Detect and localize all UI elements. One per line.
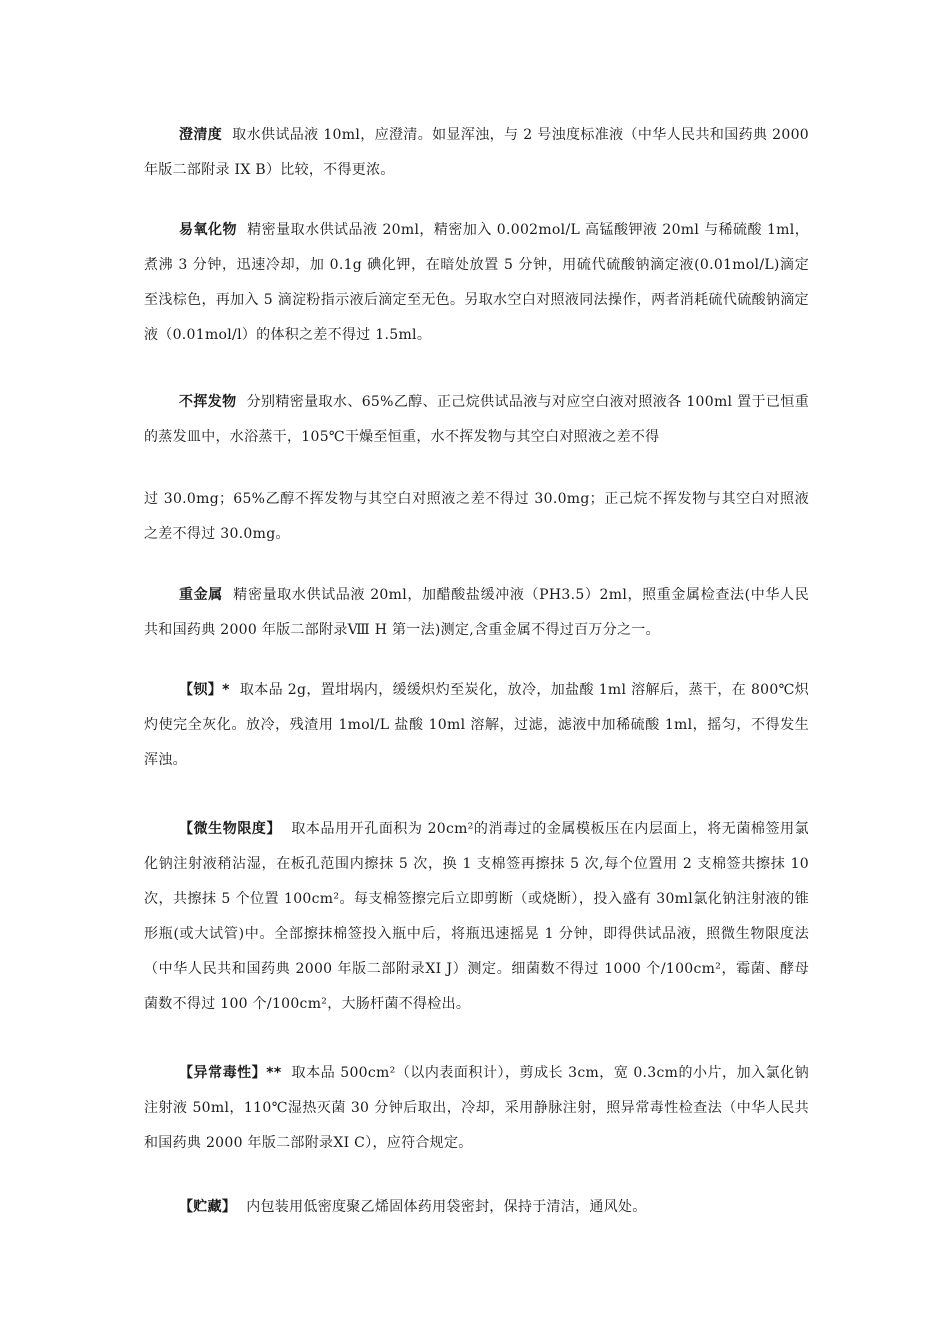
section-microbial-limit [144, 812, 809, 1022]
section-heading: 【异常毒性】** [179, 1065, 282, 1081]
section-heading: 【贮藏】 [179, 1199, 237, 1215]
section-barium [144, 673, 809, 778]
section-heading: 【微生物限度】 [179, 821, 282, 837]
section-storage [144, 1190, 809, 1225]
section-text: 取水供试品液 10ml，应澄清。如显浑浊，与 2 号浊度标准液（中华人民共和国药典 2000 年版二部附录 IX B）比较，不得更浓。 [144, 127, 810, 178]
section-clarity [144, 118, 809, 188]
section-text: 内包装用低密度聚乙烯固体药用袋密封，保持于清洁，通风处。 [246, 1199, 647, 1215]
section-text: 取本品 500cm²（以内表面积计），剪成长 3cm，宽 0.3cm的小片，加入氯化钠注射液 50ml，110℃湿热灭菌 30 分钟后取出，冷却，采用静脉注射，照异常毒性检查法（中华人民共和国药典 2000 年版二部附录XI C），应符合规定。 [144, 1065, 810, 1151]
section-heading: 重金属 [179, 587, 223, 603]
section-text: 分别精密量取水、65%乙醇、正己烷供试品液与对应空白液对照液各 100ml 置于已恒重的蒸发皿中，水浴蒸干，105℃干燥至恒重，水不挥发物与其空白对照液之差不得 [144, 394, 810, 445]
section-heading: 澄清度 [179, 127, 223, 143]
section-nonvolatile-continued [144, 482, 809, 552]
section-heading: 易氧化物 [179, 222, 237, 238]
section-heavy-metal [144, 578, 809, 648]
section-text: 取本品 2g，置坩埚内，缓缓炽灼至炭化，放冷，加盐酸 1ml 溶解后，蒸干，在 800℃炽灼使完全灰化。放冷，残渣用 1mol/L 盐酸 10ml 溶解，过滤，滤液中加稀硫酸 1ml，摇匀，不得发生浑浊。 [144, 682, 809, 768]
section-nonvolatile [144, 385, 809, 455]
section-text: 过 30.0mg；65%乙醇不挥发物与其空白对照液之差不得过 30.0mg；正己烷不挥发物与其空白对照液之差不得过 30.0mg。 [144, 491, 809, 542]
section-heading: 【钡】* [179, 682, 230, 698]
section-text: 精密量取水供试品液 20ml，精密加入 0.002mol/L 高锰酸钾液 20ml 与稀硫酸 1ml，煮沸 3 分钟，迅速冷却，加 0.1g 碘化钾，在暗处放置 5 分钟，用硫代硫酸钠滴定液(0.01mol/L)滴定至浅棕色，再加入 5 滴淀粉指示液后滴定至无色。另取水空白对照液同法操作，两者消耗硫代硫酸钠滴定液（0.01mol/l）的体积之差不得过 1.5ml。 [144, 222, 809, 343]
section-abnormal-toxicity [144, 1056, 809, 1161]
section-heading: 不挥发物 [179, 394, 237, 410]
section-oxidizable [144, 213, 809, 353]
section-text: 取本品用开孔面积为 20cm²的消毒过的金属模板压在内层面上，将无菌棉签用氯化钠注射液稍沾湿，在板孔范围内擦抹 5 次，换 1 支棉签再擦抹 5 次,每个位置用 2 支棉签共擦抹 10 次，共擦抹 5 个位置 100cm²。每支棉签擦完后立即剪断（或烧断），投入盛有 30ml氯化钠注射液的锥形瓶(或大试管)中。全部擦抹棉签投入瓶中后，将瓶迅速摇晃 1 分钟，即得供试品液，照微生物限度法（中华人民共和国药典 2000 年版二部附录XI J）测定。细菌数不得过 1000 个/100cm²，霉菌、酵母菌数不得过 100 个/100cm²，大肠杆菌不得检出。 [144, 821, 809, 1012]
section-text: 精密量取水供试品液 20ml，加醋酸盐缓冲液（PH3.5）2ml，照重金属检查法(中华人民共和国药典 2000 年版二部附录Ⅷ H 第一法)测定,含重金属不得过百万分之一。 [144, 587, 810, 638]
